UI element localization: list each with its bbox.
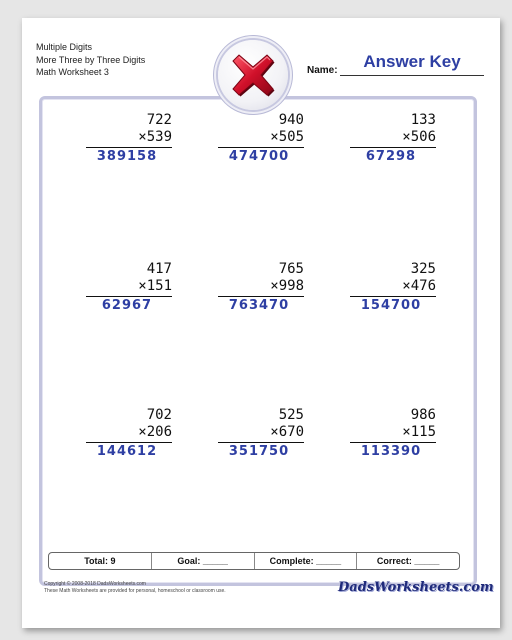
answer: 144612 (96, 444, 158, 459)
multiplicand: 702 (146, 407, 172, 423)
answer-key-badge (218, 40, 288, 110)
worksheet-page (22, 18, 500, 628)
problem-5 (218, 261, 304, 315)
multiplicand: 765 (278, 261, 304, 277)
multiplier: ×998 (218, 278, 304, 297)
multiplier: ×206 (86, 424, 172, 443)
title-line-1: Multiple Digits (36, 42, 93, 52)
total-cell: Total: 9 (84, 556, 116, 566)
multiplicand: 722 (146, 112, 172, 128)
multiplier: ×506 (350, 129, 436, 148)
problem-4 (86, 261, 172, 315)
title-line-3: Math Worksheet 3 (36, 67, 109, 77)
name-line (340, 75, 484, 76)
answer: 763470 (228, 298, 290, 313)
answer: 67298 (365, 149, 417, 164)
multiplicand: 940 (278, 112, 304, 128)
copyright-line-2: These Math Worksheets are provided for personal, homeschool or classroom use. (44, 587, 226, 594)
problem-2 (218, 112, 304, 166)
score-bar (48, 552, 460, 570)
multiplier: ×505 (218, 129, 304, 148)
multiplier: ×539 (86, 129, 172, 148)
problem-frame (39, 96, 477, 586)
answer-key-text: Answer Key (363, 52, 461, 71)
problem-8 (218, 407, 304, 461)
answer: 154700 (360, 298, 422, 313)
multiplicand: 325 (410, 261, 436, 277)
dadsworksheets-logo: DadsWorksheets.com (338, 580, 494, 595)
answer: 113390 (360, 444, 422, 459)
problem-3 (350, 112, 436, 166)
multiplier: ×115 (350, 424, 436, 443)
answer: 62967 (101, 298, 153, 313)
complete-cell: Complete: _____ (254, 553, 357, 569)
multiplicand: 133 (410, 112, 436, 128)
copyright-notice (44, 581, 226, 594)
answer: 351750 (228, 444, 290, 459)
title-line-2: More Three by Three Digits (36, 54, 146, 65)
goal-cell: Goal: _____ (151, 553, 254, 569)
name-label: Name: (307, 65, 338, 76)
copyright-line-1: Copyright © 2008-2018 DadsWorksheets.com (44, 581, 146, 587)
problem-1 (86, 112, 172, 166)
problem-7 (86, 407, 172, 461)
answer: 474700 (228, 149, 290, 164)
multiplicand: 525 (278, 407, 304, 423)
multiplier: ×670 (218, 424, 304, 443)
multiplicand: 986 (410, 407, 436, 423)
multiplicand: 417 (146, 261, 172, 277)
worksheet-title-block (36, 41, 145, 79)
problem-6 (350, 261, 436, 315)
correct-cell: Correct: _____ (356, 553, 459, 569)
multiplier: ×476 (350, 278, 436, 297)
multiplier: ×151 (86, 278, 172, 297)
red-x-icon (229, 51, 277, 99)
problem-9 (350, 407, 436, 461)
answer: 389158 (96, 149, 158, 164)
